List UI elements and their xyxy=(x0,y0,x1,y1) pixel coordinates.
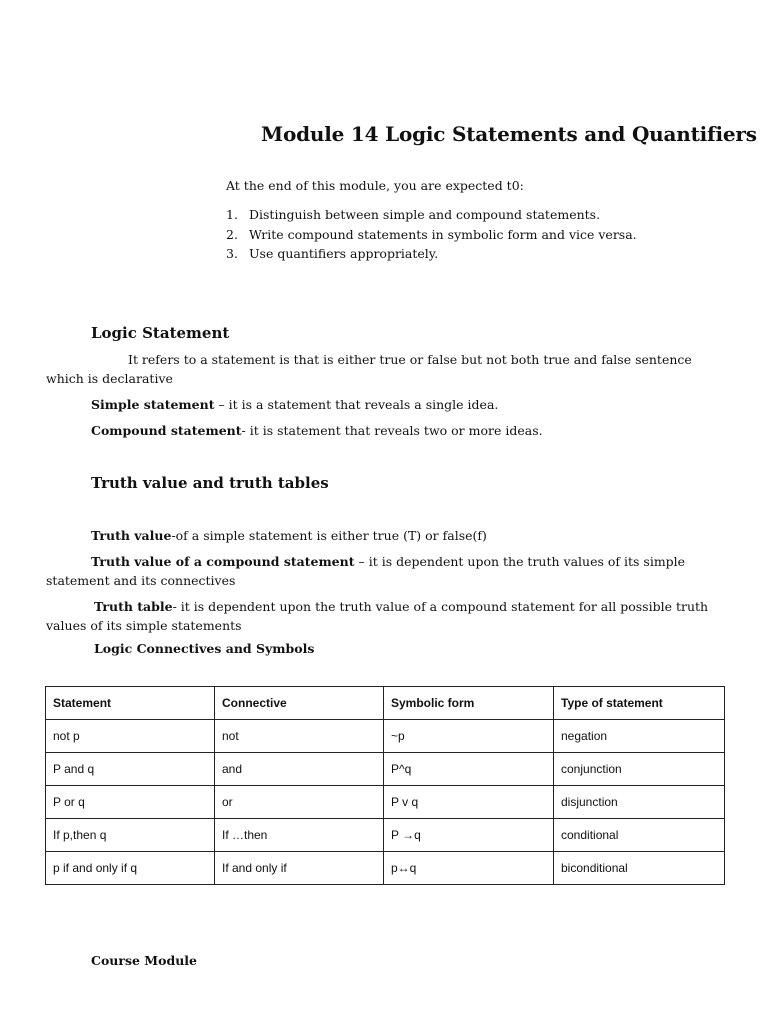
truth-table-term: Truth table xyxy=(94,599,173,614)
table-cell: If and only if xyxy=(215,852,384,885)
column-header-symbolic-form: Symbolic form xyxy=(384,687,554,720)
objective-number: 3. xyxy=(226,246,238,261)
truth-value-definition xyxy=(91,526,487,545)
table-row xyxy=(46,786,725,819)
simple-statement-term: Simple statement xyxy=(91,397,215,412)
column-header-statement: Statement xyxy=(46,687,215,720)
objective-text: Distinguish between simple and compound statements. xyxy=(249,207,601,222)
table-cell: p↔q xyxy=(384,852,554,885)
table-cell: P^q xyxy=(384,753,554,786)
compound-statement-term: Compound statement xyxy=(91,423,242,438)
footer-course-module: Course Module xyxy=(91,953,198,968)
compound-statement-text: - it is statement that reveals two or more ideas. xyxy=(241,423,543,438)
compound-truth-term: Truth value of a compound statement xyxy=(91,554,355,569)
table-header-row xyxy=(46,687,725,720)
logic-statement-definition-line1: It refers to a statement is that is either true or false but not both true and false sentence xyxy=(128,352,692,367)
truth-table-text: - it is dependent upon the truth value of a compound statement for all possible truth xyxy=(172,599,709,614)
compound-truth-text: – it is dependent upon the truth values of its simple xyxy=(354,554,686,569)
objective-item xyxy=(226,225,637,245)
compound-statement-definition xyxy=(91,421,543,440)
table-cell: biconditional xyxy=(554,852,725,885)
connectives-table xyxy=(45,686,725,885)
table-cell: or xyxy=(215,786,384,819)
logic-statement-definition-line2: which is declarative xyxy=(46,371,173,386)
column-header-connective: Connective xyxy=(215,687,384,720)
truth-table-definition-line1 xyxy=(94,597,708,616)
table-cell: P →q xyxy=(384,819,554,852)
objective-number: 1. xyxy=(226,207,238,222)
truth-value-term: Truth value xyxy=(91,528,172,543)
table-cell: conjunction xyxy=(554,753,725,786)
table-row xyxy=(46,720,725,753)
truth-value-text: -of a simple statement is either true (T) or false(f) xyxy=(171,528,487,543)
objective-item xyxy=(226,205,637,225)
table-row xyxy=(46,852,725,885)
table-row xyxy=(46,819,725,852)
objectives-list xyxy=(226,205,637,264)
table-cell: negation xyxy=(554,720,725,753)
table-cell: P or q xyxy=(46,786,215,819)
objective-number: 2. xyxy=(226,226,238,242)
truth-table-definition-line2: values of its simple statements xyxy=(46,618,242,633)
intro-text: At the end of this module, you are expected t0: xyxy=(226,178,524,193)
table-cell: not xyxy=(215,720,384,753)
table-cell: P and q xyxy=(46,753,215,786)
truth-heading: Truth value and truth tables xyxy=(91,474,329,492)
objective-text: Write compound statements in symbolic form and vice versa. xyxy=(249,226,637,242)
table-cell: not p xyxy=(46,720,215,753)
table-cell: and xyxy=(215,753,384,786)
table-row xyxy=(46,753,725,786)
table-cell: If p,then q xyxy=(46,819,215,852)
objective-text: Use quantifiers appropriately. xyxy=(249,246,439,261)
logic-statement-heading: Logic Statement xyxy=(91,324,230,342)
objective-item xyxy=(226,244,637,264)
compound-truth-definition-line1 xyxy=(91,552,685,571)
simple-statement-text: – it is a statement that reveals a single idea. xyxy=(214,397,499,412)
simple-statement-definition xyxy=(91,395,498,414)
table-cell: conditional xyxy=(554,819,725,852)
compound-truth-definition-line2: statement and its connectives xyxy=(46,573,236,588)
table-cell: ~p xyxy=(384,720,554,753)
page-title: Module 14 Logic Statements and Quantifiers xyxy=(261,122,757,146)
connectives-heading: Logic Connectives and Symbols xyxy=(94,641,315,656)
column-header-type: Type of statement xyxy=(554,687,725,720)
table-cell: If …then xyxy=(215,819,384,852)
table-cell: P v q xyxy=(384,786,554,819)
table-cell: disjunction xyxy=(554,786,725,819)
table-cell: p if and only if q xyxy=(46,852,215,885)
